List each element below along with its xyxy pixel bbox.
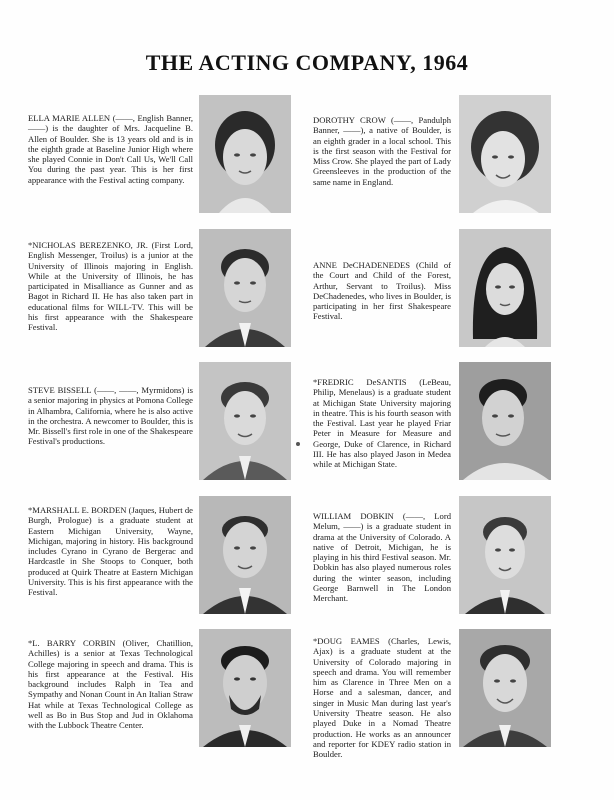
- photo-bissell: [199, 362, 291, 480]
- photo-allen: [199, 95, 291, 213]
- bio-berezenko: *NICHOLAS BEREZENKO, JR. (First Lord, English Messenger, Troilus) is a junior at the University of Illinois majoring in English. While at the University of Illinois, he has participated in Misalliance as Gunner and as Bagot in Richard II. He has also taken part in educational films for WILL-TV. This will be his first appearance with the Shakespeare Festival.: [28, 240, 193, 333]
- bio-dobkin: WILLIAM DOBKIN (——, Lord Melum, ——) is a graduate student in drama at the University of Colorado. A native of Detroit, Michigan, he is playing in his third Festival season. Mr. Dobkin has also played numerous roles during the winter season, including George Barnwell in The London Merchant.: [313, 511, 451, 604]
- bio-eames: *DOUG EAMES (Charles, Lewis, Ajax) is a graduate student at the University of Colorado majoring in speech and drama. You will remember him as Clarence in Three Men on a Horse and a salesman, dancer, and singer in Music Man during last year's University Theatre season. He also played Duke in a Nomad Theatre production. He works as an announcer and reporter for KDEY radio station in Boulder.: [313, 636, 451, 760]
- photo-borden: [199, 496, 291, 614]
- photo-eames: [459, 629, 551, 747]
- bio-corbin: *L. BARRY CORBIN (Oliver, Chatillion, Achilles) is a senior at Texas Technological College majoring in speech and drama. This is his first appearance at the Festival. His background includes Ralph in Tea and Sympathy and Nonan Count in An Italian Straw Hat while at Texas Technological College as well as Bo in Bus Stop and Jud in Oklahoma with the Lubbock Theatre Center.: [28, 638, 193, 731]
- photo-desantis: [459, 362, 551, 480]
- bio-desantis: *FREDRIC DeSANTIS (LeBeau, Philip, Menelaus) is a graduate student at Michigan State University majoring in theatre. This is his fourth season with the Festival. Last year he played Friar Peter in Measure for Measure and George, Duke of Clarence, in Richard III. He has also played Jason in Medea while at Michigan State.: [313, 377, 451, 470]
- bio-borden: *MARSHALL E. BORDEN (Jaques, Hubert de Burgh, Prologue) is a graduate student at Eastern Michigan University, Wayne, Michigan, majoring in history. His background includes Cyrano in Cyrano de Bergerac and Hardcastle in She Stoops to Conquer, both produced at Quirk Theatre at Eastern Michigan University. This is his first appearance with the Festival.: [28, 505, 193, 598]
- photo-dobkin: [459, 496, 551, 614]
- photo-corbin: [199, 629, 291, 747]
- bio-bissell: STEVE BISSELL (——, ——, Myrmidons) is a senior majoring in physics at Pomona College in Alhambra, California, where he is also active in the orchestra. A newcomer to Boulder, this is Mr. Bissell's first role in one of the Shakespeare Festival's productions.: [28, 385, 193, 447]
- photo-crow: [459, 95, 551, 213]
- page-title: THE ACTING COMPANY, 1964: [145, 50, 469, 75]
- photo-dechadenedes: [459, 229, 551, 347]
- photo-berezenko: [199, 229, 291, 347]
- bio-allen: ELLA MARIE ALLEN (——, English Banner, ——) is the daughter of Mrs. Jacqueline B. Allen of Boulder. She is 13 years old and is in the eighth grade at Baseline Junior High where she played Connie in Don't Call Us, We'll Call You during the past year. This is her first appearance with the Festival acting company.: [28, 113, 193, 185]
- bio-crow: DOROTHY CROW (——, Pandulph Banner, ——), a native of Boulder, is an eighth grader in a local school. This is the first season with the Festival for Miss Crow. She played the part of Lady Greensleeves in the production of the same name in England.: [313, 115, 451, 187]
- print-speck: [296, 442, 300, 446]
- bio-dechadenedes: ANNE DeCHADENEDES (Child of the Court and Child of the Forest, Arthur, Servant to Troilus). Miss DeChadenedes, who lives in Boulder, is participating in her first Shakespeare Festival.: [313, 260, 451, 322]
